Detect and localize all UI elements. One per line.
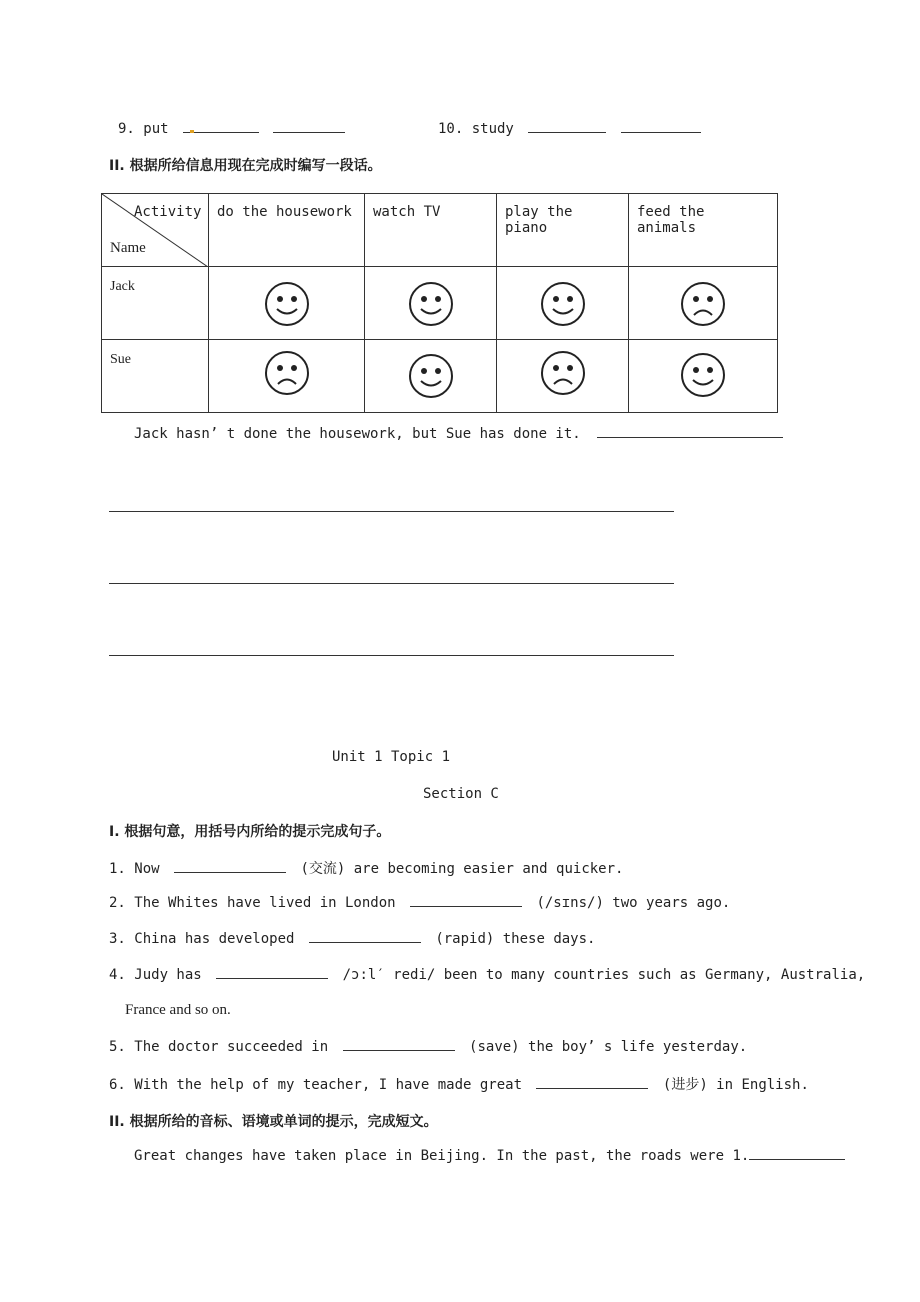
section-heading: I. 根据句意，用括号内所给的提示完成句子。: [109, 824, 391, 840]
sad-face-icon: [539, 349, 587, 397]
unit-title: Unit 1 Topic 1: [332, 749, 451, 765]
answer-blank[interactable]: [749, 1147, 845, 1160]
question-4: 4. Judy has /ɔ:l′ redi/ been to many countries such as Germany, Australia,: [109, 967, 866, 983]
question-1: 1. Now (交流) are becoming easier and quicker.: [109, 861, 624, 877]
answer-blank[interactable]: [183, 120, 259, 133]
vocab-item-9: 9. put: [118, 120, 345, 137]
activity-table: [101, 193, 778, 413]
corner-name-label: Name: [110, 240, 146, 256]
row-name: Jack: [110, 279, 135, 294]
activity-header: do the housework: [217, 204, 352, 220]
question-4-continued: France and so on.: [125, 1002, 231, 1018]
writing-line[interactable]: [109, 583, 674, 584]
question-3: 3. China has developed (rapid) these days.: [109, 931, 596, 947]
smiley-face-icon: [679, 351, 727, 399]
smiley-face-icon: [407, 280, 455, 328]
corner-cell: [102, 194, 209, 267]
row-name: Sue: [110, 352, 131, 367]
passage: Great changes have taken place in Beijing. In the past, the roads were 1.: [134, 1147, 845, 1164]
highlight-mark: [190, 130, 194, 133]
question-5: 5. The doctor succeeded in (save) the boy’ s life yesterday.: [109, 1039, 748, 1055]
section-heading: II. 根据所给信息用现在完成时编写一段话。: [109, 158, 382, 174]
example-sentence: Jack hasn’ t done the housework, but Sue has done it.: [134, 425, 783, 442]
answer-blank[interactable]: [621, 120, 701, 133]
answer-blank[interactable]: [536, 1076, 648, 1089]
activity-header: feed the animals: [637, 204, 705, 236]
answer-blank[interactable]: [309, 930, 421, 943]
smiley-face-icon: [263, 280, 311, 328]
section-heading: II. 根据所给的音标、语境或单词的提示，完成短文。: [109, 1114, 438, 1130]
answer-blank[interactable]: [410, 894, 522, 907]
sad-face-icon: [263, 349, 311, 397]
corner-activity-label: Activity: [134, 204, 202, 220]
answer-blank[interactable]: [216, 966, 328, 979]
vocab-item-10: 10. study: [438, 120, 701, 137]
writing-line[interactable]: [597, 425, 783, 438]
table-row: [102, 340, 778, 413]
answer-blank[interactable]: [273, 120, 345, 133]
question-6: 6. With the help of my teacher, I have made great (进步) in English.: [109, 1077, 809, 1093]
answer-blank[interactable]: [343, 1038, 455, 1051]
writing-line[interactable]: [109, 511, 674, 512]
smiley-face-icon: [407, 352, 455, 400]
sad-face-icon: [679, 280, 727, 328]
activity-header: play the piano: [505, 204, 573, 236]
question-2: 2. The Whites have lived in London (/sɪns/) two years ago.: [109, 895, 731, 911]
answer-blank[interactable]: [174, 860, 286, 873]
answer-blank[interactable]: [528, 120, 606, 133]
writing-line[interactable]: [109, 655, 674, 656]
activity-header: watch TV: [373, 204, 441, 220]
smiley-face-icon: [539, 280, 587, 328]
table-row: [102, 267, 778, 340]
section-title: Section C: [423, 786, 499, 802]
